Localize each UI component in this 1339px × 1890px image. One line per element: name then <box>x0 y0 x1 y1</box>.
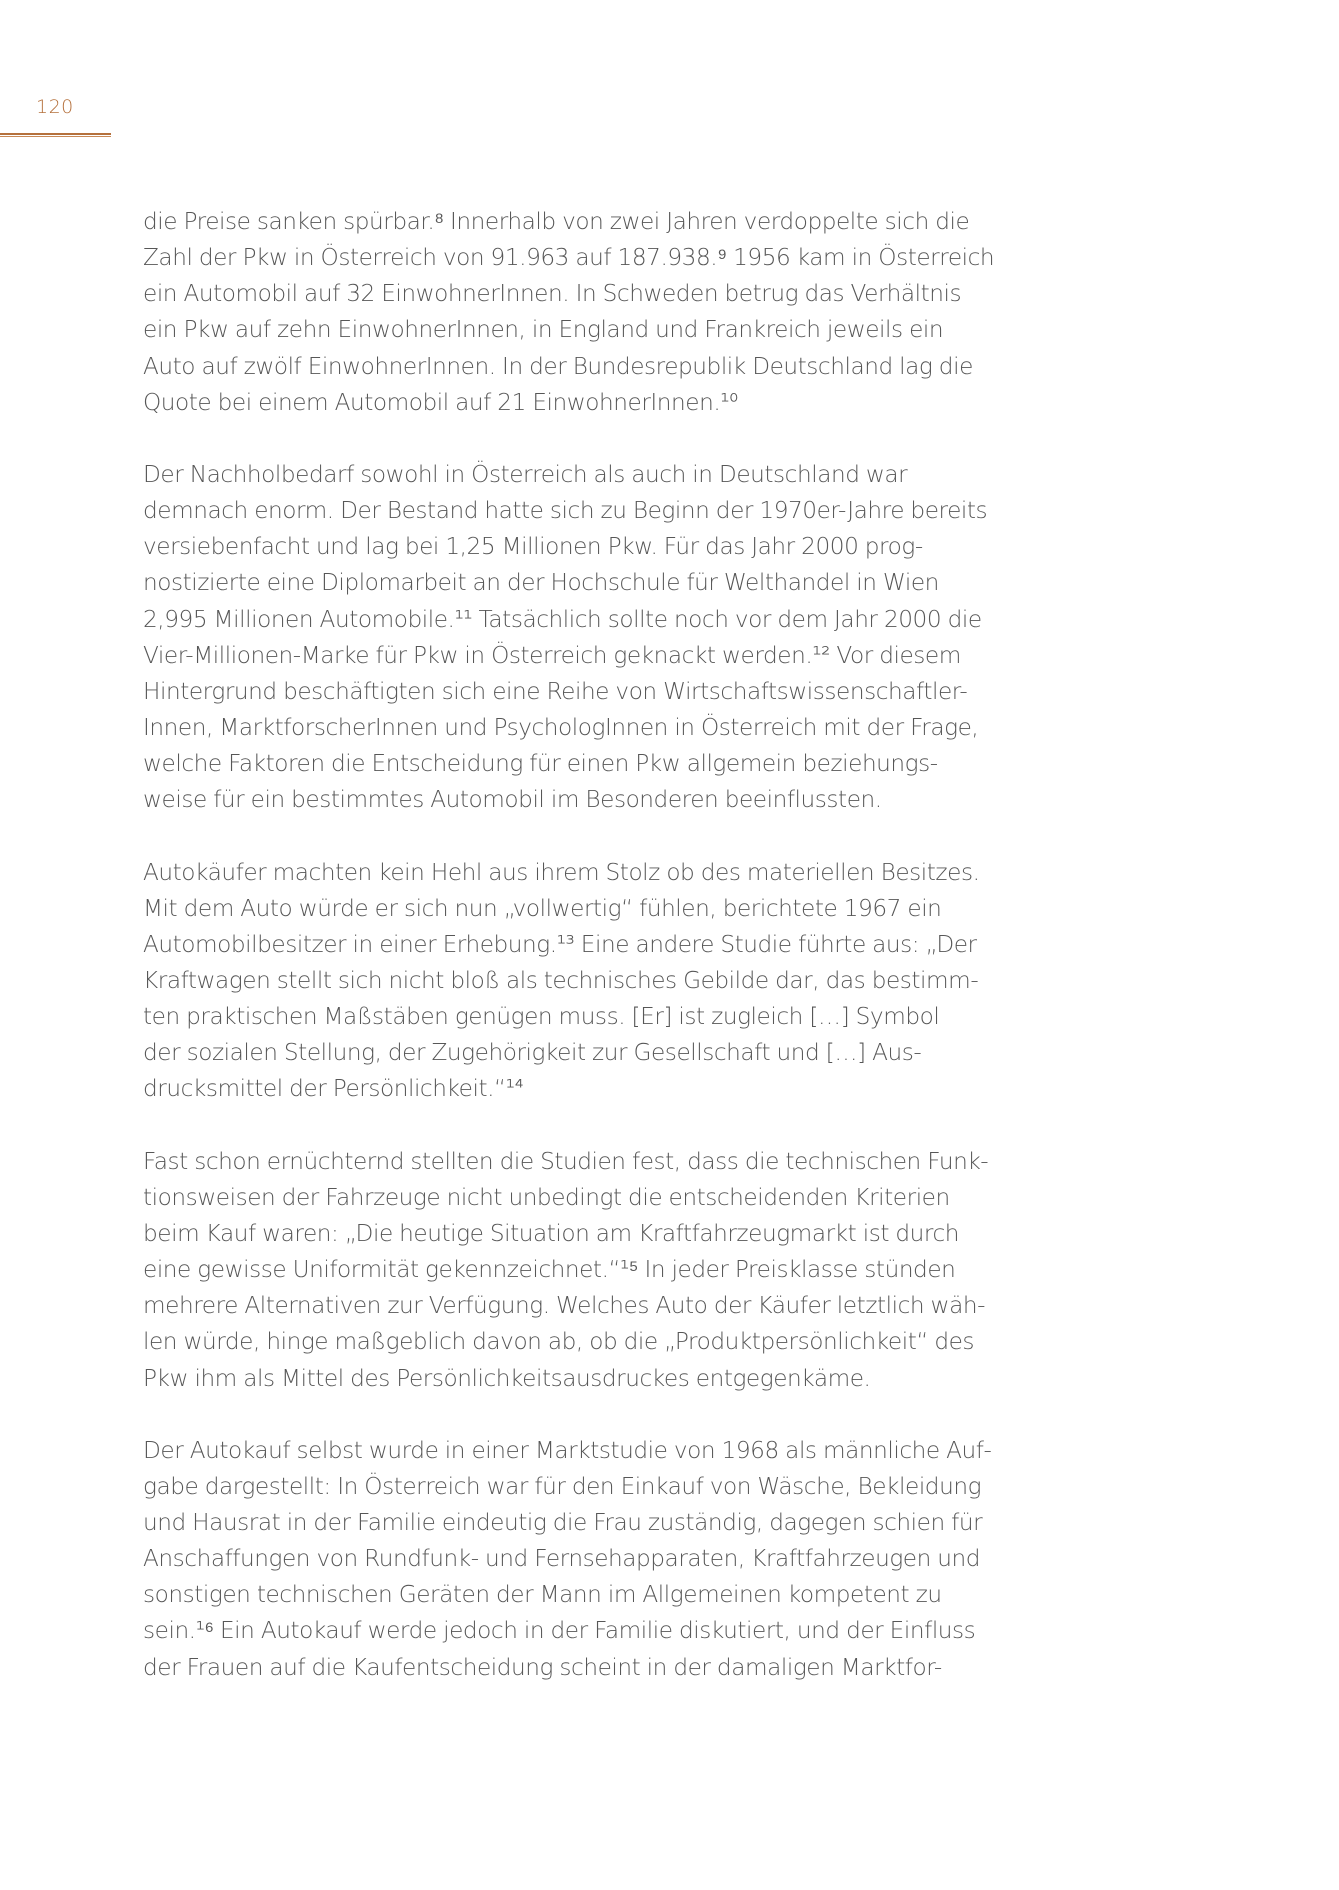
text-line: gabe dargestellt: In Österreich war für den Einkauf von Wäsche, Bekleidung <box>143 1472 982 1500</box>
text-line: und Hausrat in der Familie eindeutig die Frau zuständig, dagegen schien für <box>143 1509 983 1536</box>
text-line: Der Autokauf selbst wurde in einer Marktstudie von 1968 als männliche Auf- <box>143 1436 992 1464</box>
text-line: ein Automobil auf 32 EinwohnerInnen. In Schweden betrug das Verhältnis <box>143 280 962 308</box>
text-line: Vier-Millionen-Marke für Pkw in Österreich geknackt werden.¹² Vor diesem <box>143 641 961 669</box>
rule-line-bottom <box>0 136 111 137</box>
text-line: Kraftwagen stellt sich nicht bloß als technisches Gebilde dar, das bestimm- <box>143 966 979 994</box>
text-line: versiebenfacht und lag bei 1,25 Millionen Pkw. Für das Jahr 2000 prog- <box>143 533 923 561</box>
paragraph-4 <box>143 1144 1043 1397</box>
text-line: der Frauen auf die Kaufentscheidung scheint in der damaligen Marktfor- <box>143 1653 942 1681</box>
text-line: ein Pkw auf zehn EinwohnerInnen, in England und Frankreich jeweils ein <box>143 316 944 344</box>
text-line: Zahl der Pkw in Österreich von 91.963 auf 187.938.⁹ 1956 kam in Österreich <box>143 244 995 272</box>
text-line: Fast schon ernüchternd stellten die Studien fest, dass die technischen Funk- <box>143 1147 989 1175</box>
paragraph-3 <box>143 855 1043 1108</box>
text-line: drucksmittel der Persönlichkeit.“¹⁴ <box>143 1075 524 1103</box>
text-line: ten praktischen Maßstäben genügen muss. [Er] ist zugleich […] Symbol <box>143 1003 940 1031</box>
text-line: die Preise sanken spürbar.⁸ Innerhalb von zwei Jahren verdoppelte sich die <box>143 208 970 235</box>
paragraph-5 <box>143 1433 1043 1686</box>
text-line: Anschaffungen von Rundfunk- und Fernsehapparaten, Kraftfahrzeugen und <box>143 1545 981 1573</box>
text-line: sonstigen technischen Geräten der Mann im Allgemeinen kompetent zu <box>143 1581 942 1609</box>
text-line: 2,995 Millionen Automobile.¹¹ Tatsächlich sollte noch vor dem Jahr 2000 die <box>143 605 982 633</box>
text-line: Pkw ihm als Mittel des Persönlichkeitsausdruckes entgegenkäme. <box>143 1364 871 1392</box>
text-line: der sozialen Stellung, der Zugehörigkeit zur Gesellschaft und […] Aus- <box>143 1039 922 1067</box>
text-line: demnach enorm. Der Bestand hatte sich zu Beginn der 1970er-Jahre bereits <box>143 497 988 525</box>
text-line: mehrere Alternativen zur Verfügung. Welches Auto der Käufer letztlich wäh- <box>143 1292 985 1320</box>
text-line: Mit dem Auto würde er sich nun „vollwertig“ fühlen, berichtete 1967 ein <box>143 894 942 922</box>
text-line: Autokäufer machten kein Hehl aus ihrem Stolz ob des materiellen Besitzes. <box>143 858 980 886</box>
text-line: len würde, hinge maßgeblich davon ab, ob die „Produktpersönlichkeit“ des <box>143 1328 975 1356</box>
paragraph-2 <box>143 457 1043 819</box>
text-line: Innen, MarktforscherInnen und PsychologInnen in Österreich mit der Frage, <box>143 714 979 742</box>
text-line: Der Nachholbedarf sowohl in Österreich als auch in Deutschland war <box>143 460 908 488</box>
rule-line-top <box>0 133 111 135</box>
text-line: Hintergrund beschäftigten sich eine Reihe von Wirtschaftswissenschaftler- <box>143 677 968 705</box>
text-line: welche Faktoren die Entscheidung für einen Pkw allgemein beziehungs- <box>143 750 938 778</box>
text-line: Auto auf zwölf EinwohnerInnen. In der Bundesrepublik Deutschland lag die <box>143 352 973 380</box>
page-number: 120 <box>36 96 74 118</box>
body-text <box>143 204 1043 1686</box>
text-line: eine gewisse Uniformität gekennzeichnet.“¹⁵ In jeder Preisklasse stünden <box>143 1256 956 1284</box>
text-line: sein.¹⁶ Ein Autokauf werde jedoch in der Familie diskutiert, und der Einfluss <box>143 1617 976 1645</box>
text-line: nostizierte eine Diplomarbeit an der Hochschule für Welthandel in Wien <box>143 569 939 597</box>
text-line: tionsweisen der Fahrzeuge nicht unbedingt die entscheidenden Kriterien <box>143 1183 950 1211</box>
text-line: Quote bei einem Automobil auf 21 EinwohnerInnen.¹⁰ <box>143 388 738 416</box>
text-line: weise für ein bestimmtes Automobil im Besonderen beeinflussten. <box>143 786 882 814</box>
text-line: beim Kauf waren: „Die heutige Situation am Kraftfahrzeugmarkt ist durch <box>143 1219 960 1247</box>
text-line: Automobilbesitzer in einer Erhebung.¹³ Eine andere Studie führte aus: „Der <box>143 930 977 958</box>
page-number-rule <box>0 133 111 137</box>
paragraph-1 <box>143 204 1043 421</box>
